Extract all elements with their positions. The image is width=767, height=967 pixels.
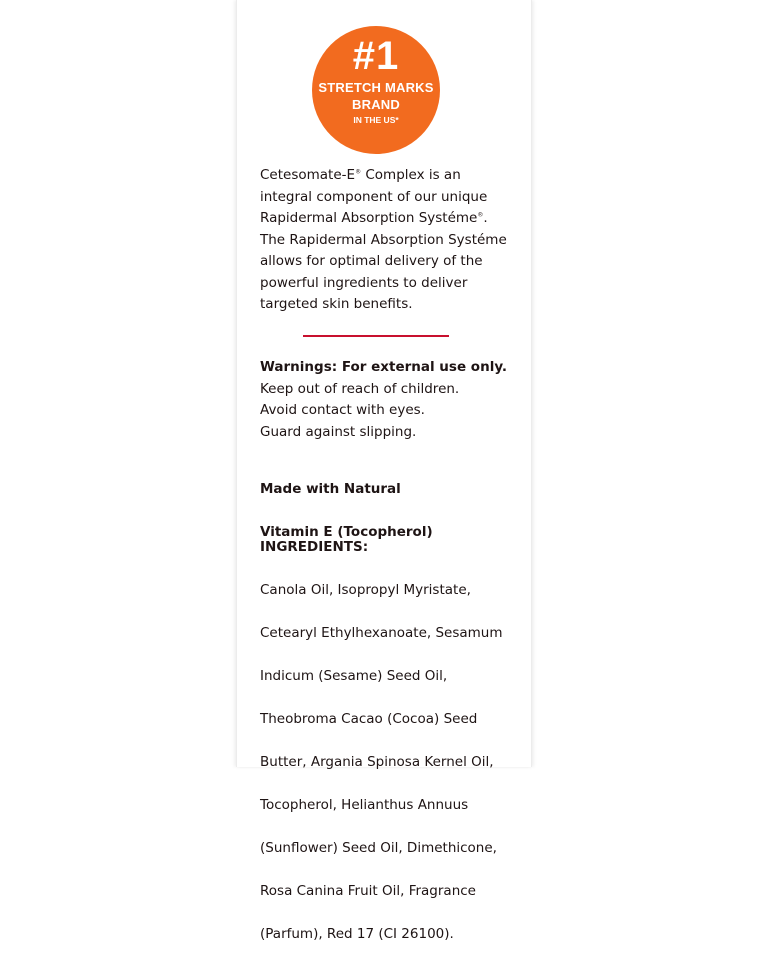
warning-line: Keep out of reach of children. <box>260 380 460 397</box>
intro-line: allows for optimal delivery of the <box>260 253 483 269</box>
ingredients-section <box>260 515 520 967</box>
registered-mark: ® <box>355 168 362 176</box>
warning-line: Avoid contact with eyes. <box>260 402 425 418</box>
ingredient-line: (Parfum), Red 17 (CI 26100). <box>260 925 454 942</box>
ingredient-line: Butter, Argania Spinosa Kernel Oil, <box>260 753 494 770</box>
claim-line: Made with Natural <box>260 480 401 497</box>
ingredient-line: Rosa Canina Fruit Oil, Fragrance <box>260 882 476 899</box>
registered-mark: ® <box>477 211 484 219</box>
ingredient-line: Canola Oil, Isopropyl Myristate, <box>260 581 471 598</box>
intro-paragraph <box>260 165 520 316</box>
ingredient-line: Theobroma Cacao (Cocoa) Seed <box>260 710 478 727</box>
intro-line: targeted skin benefits. <box>260 296 413 312</box>
ingredient-line: Indicum (Sesame) Seed Oil, <box>260 667 448 684</box>
badge-line-2: BRAND <box>352 97 400 112</box>
intro-text: . <box>483 210 488 226</box>
badge-line-1: STRETCH MARKS <box>318 80 434 95</box>
intro-line: powerful ingredients to deliver <box>260 274 468 291</box>
intro-text: Complex is an <box>361 167 461 183</box>
badge-line-3: IN THE US* <box>353 115 399 125</box>
ingredient-line: (Sunflower) Seed Oil, Dimethicone, <box>260 839 497 856</box>
warning-line: Guard against slipping. <box>260 423 417 440</box>
badge-rank: #1 <box>352 34 400 78</box>
ingredient-line: Tocopherol, Helianthus Annuus <box>260 796 469 813</box>
ingredient-line: Cetearyl Ethylhexanoate, Sesamum <box>260 624 503 641</box>
warnings-section <box>260 357 520 443</box>
number-one-brand-badge <box>312 26 440 154</box>
intro-text: Rapidermal Absorption Systéme <box>260 210 478 226</box>
claim-line: Vitamin E (Tocopherol) <box>260 523 433 540</box>
ingredients-heading: INGREDIENTS: <box>260 538 369 555</box>
warnings-heading: Warnings: For external use only. <box>260 359 508 375</box>
intro-line: The Rapidermal Absorption Systéme <box>260 231 507 248</box>
intro-line <box>260 208 520 230</box>
section-divider <box>303 335 449 337</box>
intro-text: Cetesomate-E <box>260 167 356 183</box>
intro-line: integral component of our unique <box>260 188 488 205</box>
intro-line <box>260 165 520 187</box>
